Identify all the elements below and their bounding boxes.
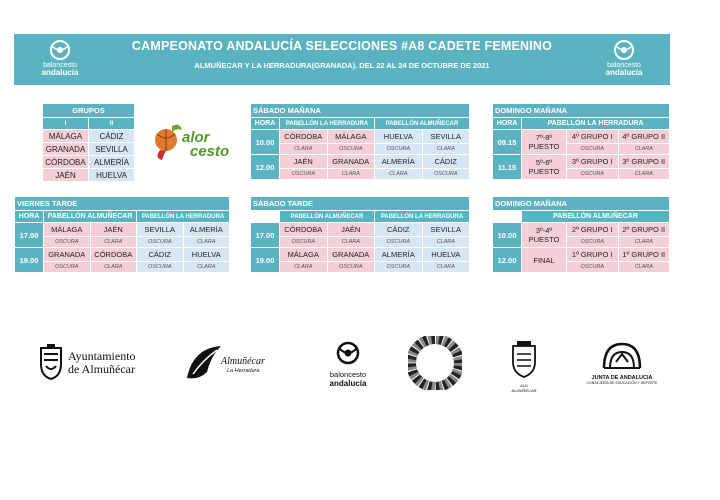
match-time: 19.00 (251, 248, 279, 272)
team-cell: 3º GRUPO I (567, 155, 618, 168)
junta-subtitle: CONSEJERÍA DE EDUCACIÓN Y DEPORTE (586, 381, 658, 385)
group-i-team: MÁLAGA (43, 130, 88, 142)
logo-word-2: andalucía (41, 68, 79, 77)
alorcesto-line1: alor (182, 129, 210, 146)
team-cell: CÁDIZ (137, 248, 183, 261)
andalucia-word: andalucía (329, 379, 367, 388)
table-row (43, 169, 134, 181)
table-row (15, 223, 229, 236)
arch-icon (600, 340, 644, 370)
ald-text: ALD ALMUÑÉCAR (511, 383, 537, 393)
team-cell: SEVILLA (137, 223, 183, 236)
team-cell: 4º GRUPO II (619, 130, 670, 143)
table-row (251, 223, 469, 236)
team-cell: JAÉN (280, 155, 327, 168)
table-row (493, 248, 669, 261)
ayuntamiento-logo (38, 344, 158, 382)
group-ii-header: II (89, 118, 134, 129)
venue-header: PABELLÓN ALMUÑECAR (522, 211, 669, 222)
baloncesto-andalucia-logo-right (596, 39, 652, 79)
venue-header: PABELLÓN LA HERRADURA (137, 211, 229, 222)
table-row (15, 248, 229, 261)
kit-label: CLARA (328, 169, 375, 179)
team-cell: GRANADA (328, 248, 375, 261)
sponsor-logos (0, 330, 720, 400)
team-cell: CÓRDOBA (280, 130, 327, 143)
groups-table (42, 103, 135, 182)
table-row (251, 262, 469, 272)
junta-andalucia-logo (582, 340, 662, 390)
kit-label: OSCURA (280, 237, 327, 247)
table-row (251, 144, 469, 154)
kit-label: CLARA (280, 262, 327, 272)
team-cell: 1º GRUPO II (619, 248, 670, 261)
team-cell: HUELVA (375, 130, 422, 143)
championship-title: CAMPEONATO ANDALUCÍA SELECCIONES #A8 CADETE FEMENINO (131, 39, 553, 53)
placement-label: 3º-4º PUESTO (522, 223, 566, 247)
groups-title: GRUPOS (43, 104, 134, 117)
match-time: 10.00 (493, 223, 521, 247)
championship-subtitle: ALMUÑECAR Y LA HERRADURA(GRANADA). DEL 22 AL 24 DE OCTUBRE DE 2021 (194, 61, 490, 70)
team-cell: GRANADA (44, 248, 90, 261)
kit-label: CLARA (619, 144, 670, 154)
ayuntamiento-line1: Ayuntamiento (68, 349, 136, 363)
kit-label: CLARA (619, 169, 670, 179)
team-cell: ALMERÍA (375, 155, 422, 168)
table-title: DOMINGO MAÑANA (493, 197, 669, 210)
group-i-team: GRANADA (43, 143, 88, 155)
match-time: 09.15 (493, 130, 521, 154)
placement-label: 5º-6º PUESTO (522, 155, 566, 179)
friday-afternoon-table (14, 196, 230, 273)
team-cell: 4º GRUPO I (567, 130, 618, 143)
venue-header: PABELLÓN LA HERRADURA (280, 118, 374, 129)
table-row (43, 143, 134, 155)
ayuntamiento-line2: de Almuñécar (68, 362, 135, 376)
match-time: 10.00 (251, 130, 279, 154)
table-title: SÁBADO MAÑANA (251, 104, 469, 117)
table-row (493, 130, 669, 143)
team-cell: 2º GRUPO II (619, 223, 670, 236)
baloncesto-word: baloncesto (329, 370, 367, 379)
hour-header: HORA (493, 118, 521, 129)
table-row (15, 237, 229, 247)
venue-header: PABELLÓN LA HERRADURA (375, 211, 469, 222)
group-ii-team: CÁDIZ (89, 130, 134, 142)
ald-shield-icon (510, 340, 538, 378)
alorcesto-logo (152, 120, 238, 164)
table-title: VIERNES TARDE (15, 197, 229, 210)
team-cell: SEVILLA (423, 130, 470, 143)
herradura-text: La Herradura (227, 368, 260, 374)
basketball-icon (613, 39, 635, 61)
team-cell: GRANADA (328, 155, 375, 168)
kit-label: OSCURA (328, 262, 375, 272)
table-title: DOMINGO MAÑANA (493, 104, 669, 117)
group-ii-team: SEVILLA (89, 143, 134, 155)
team-cell: HUELVA (184, 248, 230, 261)
kit-label: OSCURA (423, 169, 470, 179)
group-i-team: CÓRDOBA (43, 156, 88, 168)
kit-label: CLARA (619, 262, 670, 272)
kit-label: OSCURA (375, 237, 422, 247)
team-cell: SEVILLA (423, 223, 470, 236)
table-row (43, 130, 134, 142)
kit-label: CLARA (184, 262, 230, 272)
sdg-wheel-logo (408, 336, 462, 390)
logo-word-1: baloncesto (43, 62, 77, 69)
saturday-afternoon-table (250, 196, 470, 273)
group-i-team: JAÉN (43, 169, 88, 181)
kit-label: OSCURA (137, 237, 183, 247)
leaf-icon (172, 125, 182, 132)
team-cell: HUELVA (423, 248, 470, 261)
almunecar-text: Almuñécar (221, 356, 265, 367)
match-time: 19.00 (15, 248, 43, 272)
sunday-morning-herradura-table (492, 103, 670, 180)
palm-leaf-icon (183, 342, 225, 384)
team-cell: 3º GRUPO II (619, 155, 670, 168)
hour-header-blank (493, 211, 521, 222)
table-row (493, 155, 669, 168)
kit-label: OSCURA (567, 237, 618, 247)
alorcesto-line2: cesto (190, 143, 230, 160)
kit-label: OSCURA (567, 144, 618, 154)
placement-label: FINAL (522, 248, 566, 272)
almunecar-logo (183, 342, 281, 384)
team-cell: JAÉN (328, 223, 375, 236)
kit-label: OSCURA (567, 262, 618, 272)
baloncesto-andalucia-sponsor-logo (318, 340, 378, 388)
team-cell: ALMERÍA (184, 223, 230, 236)
team-cell: CÓRDOBA (280, 223, 327, 236)
match-time: 11.15 (493, 155, 521, 179)
team-cell: JAÉN (91, 223, 137, 236)
match-time: 17.00 (251, 223, 279, 247)
basketball-icon (335, 340, 361, 366)
kit-label: CLARA (91, 262, 137, 272)
saturday-morning-table (250, 103, 470, 180)
venue-header: PABELLÓN ALMUÑECAR (280, 211, 374, 222)
team-cell: MÁLAGA (328, 130, 375, 143)
table-row (15, 262, 229, 272)
kit-label: CLARA (619, 237, 670, 247)
group-i-header: I (43, 118, 88, 129)
team-cell: MÁLAGA (44, 223, 90, 236)
team-cell: 1º GRUPO I (567, 248, 618, 261)
kit-label: CLARA (375, 169, 422, 179)
kit-label: OSCURA (375, 262, 422, 272)
team-cell: MÁLAGA (280, 248, 327, 261)
kit-label: OSCURA (375, 144, 422, 154)
venue-header: PABELLÓN LA HERRADURA (522, 118, 669, 129)
kit-label: CLARA (280, 144, 327, 154)
junta-title: JUNTA DE ANDALUCIA (591, 375, 653, 381)
kit-label: OSCURA (137, 262, 183, 272)
table-row (43, 156, 134, 168)
sdg-wheel-icon (408, 336, 462, 390)
group-ii-team: HUELVA (89, 169, 134, 181)
kit-label: CLARA (423, 237, 470, 247)
match-time: 12.00 (493, 248, 521, 272)
hour-header-blank (251, 211, 279, 222)
table-row (251, 237, 469, 247)
placement-label: 7º-8º PUESTO (522, 130, 566, 154)
group-ii-team: ALMERÍA (89, 156, 134, 168)
kit-label: OSCURA (280, 169, 327, 179)
kit-label: CLARA (423, 262, 470, 272)
venue-header: PABELLÓN ALMUÑECAR (375, 118, 469, 129)
kit-label: CLARA (328, 237, 375, 247)
logo-word-1: baloncesto (607, 62, 641, 69)
venue-header: PABELLÓN ALMUÑECAR (44, 211, 136, 222)
kit-label: CLARA (184, 237, 230, 247)
team-cell: CÁDIZ (375, 223, 422, 236)
team-cell: 2º GRUPO I (567, 223, 618, 236)
kit-label: CLARA (91, 237, 137, 247)
team-cell: ALMERÍA (375, 248, 422, 261)
sunday-morning-almunecar-table (492, 196, 670, 273)
match-time: 12.00 (251, 155, 279, 179)
table-row (493, 223, 669, 236)
kit-label: OSCURA (44, 237, 90, 247)
logo-word-2: andalucía (605, 68, 643, 77)
table-row (251, 155, 469, 168)
table-row (251, 169, 469, 179)
match-time: 17.00 (15, 223, 43, 247)
kit-label: OSCURA (328, 144, 375, 154)
table-row (251, 130, 469, 143)
team-cell: CÁDIZ (423, 155, 470, 168)
team-cell: CÓRDOBA (91, 248, 137, 261)
table-title: SÁBADO TARDE (251, 197, 469, 210)
hour-header: HORA (15, 211, 43, 222)
table-row (251, 248, 469, 261)
ald-logo (508, 340, 540, 393)
kit-label: CLARA (423, 144, 470, 154)
header-banner (14, 34, 670, 85)
kit-label: OSCURA (44, 262, 90, 272)
hour-header: HORA (251, 118, 279, 129)
kit-label: OSCURA (567, 169, 618, 179)
coat-of-arms-icon (38, 344, 64, 380)
